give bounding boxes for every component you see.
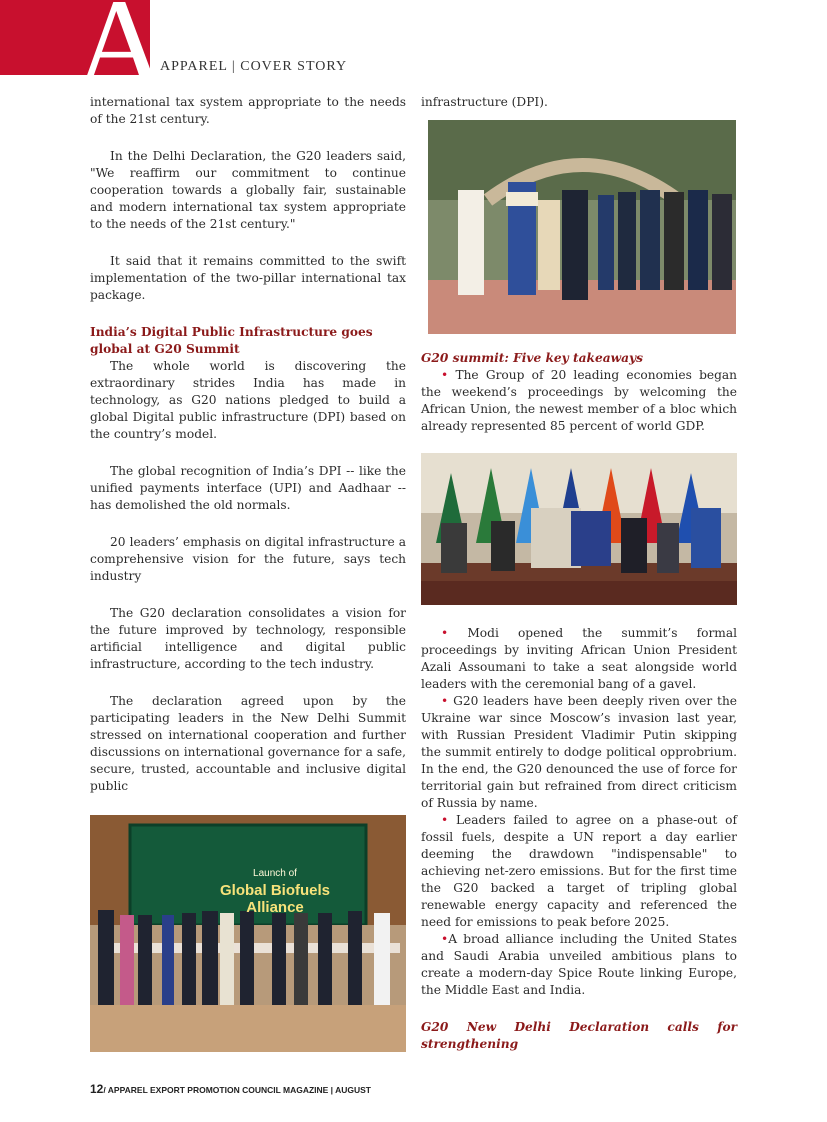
bullet-item xyxy=(421,625,737,693)
bullet-item xyxy=(421,931,737,999)
bullet-text: A broad alliance including the United States and Saudi Arabia unveiled ambitious plans to create a modern-day Spice Route linking Europe, the Middle East and India. xyxy=(421,932,737,997)
paragraph: infrastructure (DPI). xyxy=(421,95,548,109)
paragraph: 20 leaders’ emphasis on digital infrastructure a comprehensive vision for the future, says tech industry xyxy=(90,535,406,583)
bullet-item xyxy=(421,367,737,435)
bullet-marker: • xyxy=(441,932,449,946)
paragraph: In the Delhi Declaration, the G20 leaders said, "We reaffirm our commitment to continue cooperation towards a globally fair, sustainable and modern international tax system appropriate to the needs of the 21st century." xyxy=(90,149,406,231)
page-number: 12 xyxy=(90,1082,104,1096)
publication-name: APPAREL EXPORT PROMOTION COUNCIL MAGAZINE | AUGUST xyxy=(107,1085,371,1095)
bullet-marker: • xyxy=(441,626,449,640)
footer-separator: / xyxy=(103,1085,106,1095)
paragraph: The G20 declaration consolidates a vision for the future improved by technology, responsible artificial intelligence and digital public infrastructure, according to the tech industry. xyxy=(90,606,406,671)
photo-banner-line2: Global Biofuels Alliance xyxy=(219,882,330,916)
photo-banner xyxy=(200,865,350,916)
section-heading: India’s Digital Public Infrastructure goes global at G20 Summit xyxy=(90,325,373,356)
left-column xyxy=(90,94,406,1052)
bullet-item xyxy=(421,812,737,931)
section-heading: G20 summit: Five key takeaways xyxy=(421,351,643,365)
bullet-text: G20 leaders have been deeply riven over the Ukraine war since Moscow’s invasion last year, with Russian President Vladimir Putin skipping the summit entirely to dodge political opprobrium. In the end, the G20 denounced the use of force for territorial gain but refrained from direct criticism of Russia by name. xyxy=(421,694,738,810)
paragraph: The declaration agreed upon by the participating leaders in the New Delhi Summit stressed on international cooperation and further discussions on international governance for a safe, secure, trusted, accountable and inclusive digital public xyxy=(90,694,406,793)
section-heading: G20 New Delhi Declaration calls for strengthening xyxy=(421,1020,737,1051)
page-footer xyxy=(90,1082,371,1096)
right-column xyxy=(421,94,737,1053)
leaders-walk-photo xyxy=(428,120,736,334)
bullet-text: Leaders failed to agree on a phase-out of fossil fuels, despite a UN report a day earlier deeming the drawdown "indispensable" to achieving net-zero emissions. But for the first time the G20 backed a target of tripling global renewable energy capacity and referenced the need for emissions to peak before 2025. xyxy=(421,813,737,929)
bullet-text: The Group of 20 leading economies began the weekend’s proceedings by welcoming the African Union, the newest member of a bloc which already represented 85 percent of world GDP. xyxy=(421,368,738,433)
magazine-logo xyxy=(0,0,167,115)
paragraph: international tax system appropriate to the needs of the 21st century. xyxy=(90,95,406,126)
bullet-marker: • xyxy=(441,694,449,708)
paragraph: It said that it remains committed to the swift implementation of the two-pillar international tax package. xyxy=(90,254,406,302)
bullet-marker: • xyxy=(441,368,449,382)
paragraph: The global recognition of India’s DPI -- like the unified payments interface (UPI) and Aadhaar -- has demolished the old normals. xyxy=(90,464,406,512)
photo-banner-line1: Launch of xyxy=(253,868,297,879)
biofuels-alliance-photo xyxy=(90,815,406,1052)
logo-letter: A xyxy=(74,0,167,115)
bullet-marker: • xyxy=(441,813,449,827)
section-label: APPAREL | COVER STORY xyxy=(160,59,348,74)
summit-hug-photo xyxy=(421,453,737,605)
bullet-item xyxy=(421,693,737,812)
bullet-text: Modi opened the summit’s formal proceedings by inviting African Union President Azali Assoumani to take a seat alongside world leaders with the ceremonial bang of a gavel. xyxy=(421,626,738,691)
paragraph: The whole world is discovering the extraordinary strides India has made in technology, as G20 nations pledged to build a global Digital public infrastructure (DPI) based on the country’s model. xyxy=(90,359,406,441)
